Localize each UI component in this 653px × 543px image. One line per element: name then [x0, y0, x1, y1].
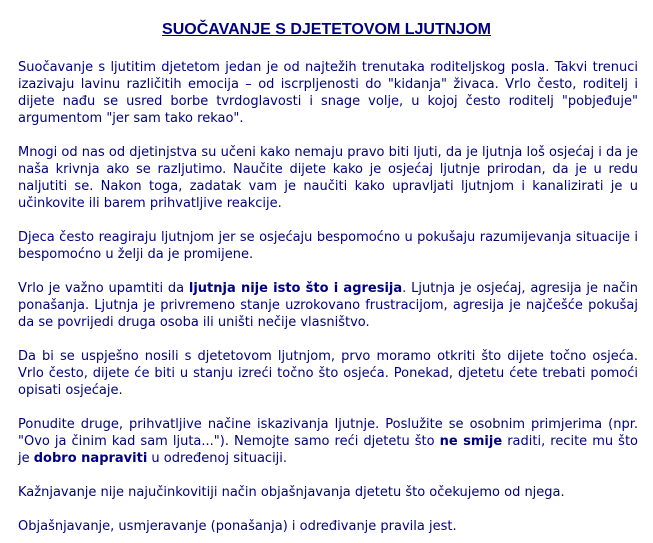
- paragraph-text: Ponudite druge, prihvatljive načine iskazivanja ljutnje. Poslužite se osobnim primjerima (npr. "Ovo ja činim kad sam ljuta..."). Nemojte samo reći djetetu što: [18, 417, 638, 449]
- paragraph-text: Vrlo je važno upamtiti da: [18, 281, 189, 296]
- paragraph-rules: [18, 518, 638, 535]
- article-body: [18, 59, 638, 543]
- paragraph-text: Mnogi od nas od djetinjstva su učeni kako nemaju pravo biti ljuti, da je ljutnja loš osjećaj i da je naša krivnja ako se razljutimo. Naučite dijete kako je osjećaj ljutnje prirodan, da je u redu naljutiti se. Nakon toga, zadatak vam je naučiti kako upravljati ljutnjom i kanalizirati je u učinkovite ili barem prihvatljive reakcije.: [18, 145, 638, 211]
- paragraph-childhood: [18, 144, 638, 212]
- paragraph-text: raditi, recite mu što je: [18, 434, 638, 466]
- paragraph-text: Da bi se uspješno nosili s djetetovom ljutnjom, prvo moramo otkriti što dijete točno osjeća. Vrlo često, dijete će biti u stanju izreći točno što osjeća. Ponekad, djetetu ćete trebati pomoći opisati osjećaje.: [18, 349, 638, 398]
- page-title: SUOČAVANJE S DJETETOVOM LJUTNJOM: [162, 21, 491, 38]
- paragraph-text: Kažnjavanje nije najučinkovitiji način objašnjavanja djetetu što očekujemo od njega.: [18, 485, 565, 500]
- paragraph-text: Djeca često reagiraju ljutnjom jer se osjećaju bespomoćno u pokušaju razumijevanja situacije i bespomoćno u želji da je promijene.: [18, 230, 638, 262]
- paragraph-text: Suočavanje s ljutitim djetetom jedan je od najtežih trenutaka roditeljskog posla. Takvi trenuci izazivaju lavinu različitih emocija – od iscrpljenosti do "kidanja" živaca. Vrlo često, roditelj i dijete nađu se usred borbe tvrdoglavosti i snage volje, u kojoj često roditelj "pobjeđuje" argumentom "jer sam tako rekao".: [18, 60, 638, 126]
- bold-emphasis: ne smije: [439, 434, 503, 449]
- paragraph-punishment: [18, 484, 638, 501]
- paragraph-text: Objašnjavanje, usmjeravanje (ponašanja) i određivanje pravila jest.: [18, 519, 457, 534]
- paragraph-intro: [18, 59, 638, 127]
- bold-emphasis: dobro napraviti: [33, 451, 148, 466]
- paragraph-alternatives: [18, 416, 638, 467]
- paragraph-helplessness: [18, 229, 638, 263]
- paragraph-text: u određenoj situaciji.: [147, 451, 288, 466]
- bold-emphasis: ljutnja nije isto što i agresija: [188, 281, 403, 296]
- paragraph-aggression: [18, 280, 638, 331]
- paragraph-text: . Ljutnja je osjećaj, agresija je način ponašanja. Ljutnja je privremeno stanje uzrokovano frustracijom, agresija je najčešće pokušaj da se povrijedi druga osoba ili uništi nečije vlasništvo.: [18, 281, 638, 330]
- paragraph-feelings: [18, 348, 638, 399]
